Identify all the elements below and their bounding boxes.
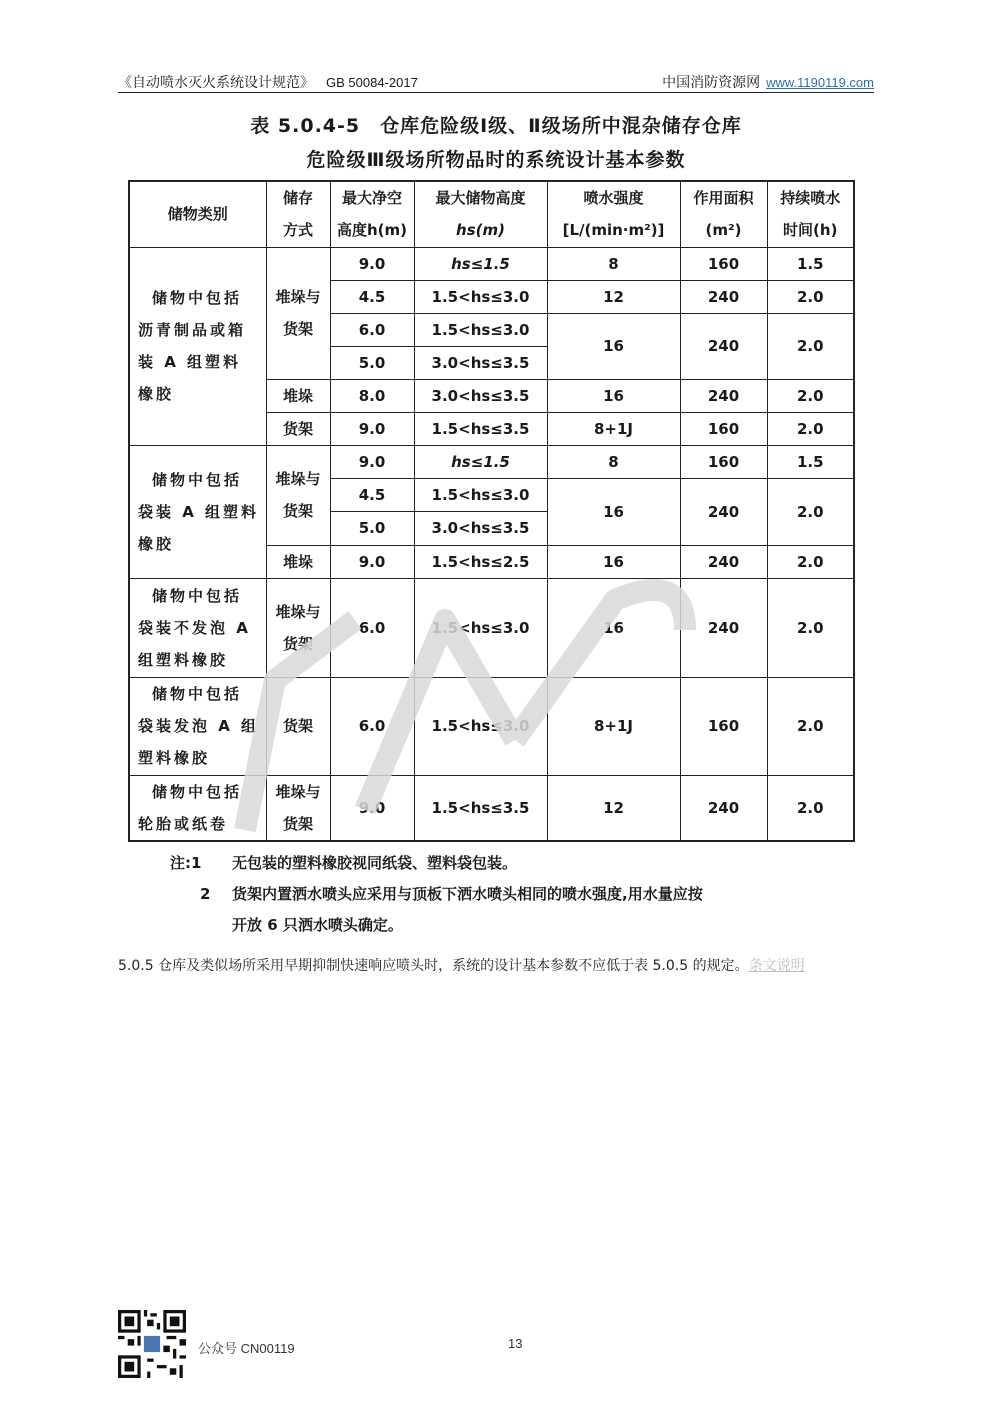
intensity-cell: 16	[547, 578, 680, 677]
category-cell: 储物中包括 袋装 A 组塑料 橡胶	[129, 445, 266, 578]
area-cell: 240	[680, 545, 767, 578]
category-cell: 储物中包括 沥青制品或箱 装 A 组塑料 橡胶	[129, 247, 266, 445]
h-cell: 6.0	[330, 313, 414, 346]
h-cell: 9.0	[330, 412, 414, 445]
area-cell: 240	[680, 775, 767, 841]
time-cell: 1.5	[767, 445, 854, 478]
qr-code-icon	[118, 1310, 186, 1378]
table-notes	[170, 848, 703, 941]
storage-cell: 堆垛与 货架	[266, 247, 330, 379]
time-cell: 2.0	[767, 313, 854, 379]
intensity-cell: 8	[547, 247, 680, 280]
col-header-category: 储物类别	[129, 181, 266, 247]
hs-cell: hs≤1.5	[414, 247, 547, 280]
time-cell: 2.0	[767, 775, 854, 841]
table-row	[129, 445, 854, 478]
intensity-cell: 8	[547, 445, 680, 478]
area-cell: 240	[680, 578, 767, 677]
hs-cell: 1.5<hs≤3.5	[414, 775, 547, 841]
h-cell: 4.5	[330, 478, 414, 511]
h-cell: 9.0	[330, 445, 414, 478]
h-cell: 9.0	[330, 247, 414, 280]
h-cell: 5.0	[330, 346, 414, 379]
intensity-cell: 8+1J	[547, 412, 680, 445]
intensity-cell: 12	[547, 280, 680, 313]
time-cell: 2.0	[767, 578, 854, 677]
table-row	[129, 247, 854, 280]
table-row	[129, 677, 854, 775]
page-header	[118, 72, 874, 93]
hs-cell: 1.5<hs≤3.0	[414, 677, 547, 775]
h-cell: 9.0	[330, 775, 414, 841]
storage-cell: 堆垛与 货架	[266, 775, 330, 841]
area-cell: 240	[680, 379, 767, 412]
storage-cell: 堆垛与 货架	[266, 445, 330, 545]
doc-code: GB 50084-2017	[326, 75, 418, 90]
time-cell: 2.0	[767, 280, 854, 313]
storage-cell: 堆垛与 货架	[266, 578, 330, 677]
intensity-cell: 12	[547, 775, 680, 841]
intensity-cell: 16	[547, 545, 680, 578]
clause-5-0-5	[118, 950, 878, 983]
note-2-cont: 开放 6 只洒水喷头确定。	[232, 916, 403, 934]
intensity-cell: 16	[547, 379, 680, 412]
table-header-row	[129, 181, 854, 247]
storage-cell: 货架	[266, 412, 330, 445]
clause-explanation-link[interactable]: 条文说明	[748, 959, 805, 974]
design-parameters-table	[128, 180, 855, 842]
hs-cell: hs≤1.5	[414, 445, 547, 478]
hs-cell: 3.0<hs≤3.5	[414, 346, 547, 379]
note-1: 注:1 无包装的塑料橡胶视同纸袋、塑料袋包装。	[170, 854, 518, 872]
area-cell: 160	[680, 247, 767, 280]
header-site	[662, 72, 874, 92]
area-cell: 160	[680, 412, 767, 445]
h-cell: 8.0	[330, 379, 414, 412]
category-cell: 储物中包括 轮胎或纸卷	[129, 775, 266, 841]
hs-cell: 1.5<hs≤3.0	[414, 478, 547, 511]
storage-cell: 货架	[266, 677, 330, 775]
table-title-line1: 表 5.0.4-5 仓库危险级Ⅰ级、Ⅱ级场所中混杂储存仓库	[250, 115, 742, 137]
time-cell: 2.0	[767, 545, 854, 578]
h-cell: 9.0	[330, 545, 414, 578]
table-row	[129, 775, 854, 841]
col-header-duration: 持续喷水 时间(h)	[767, 181, 854, 247]
hs-cell: 1.5<hs≤2.5	[414, 545, 547, 578]
category-cell: 储物中包括 袋装不发泡 A 组塑料橡胶	[129, 578, 266, 677]
page-number: 13	[508, 1336, 523, 1351]
time-cell: 2.0	[767, 379, 854, 412]
intensity-cell: 16	[547, 478, 680, 545]
hs-cell: 1.5<hs≤3.0	[414, 578, 547, 677]
h-cell: 5.0	[330, 511, 414, 545]
col-header-storage: 储存 方式	[266, 181, 330, 247]
h-cell: 6.0	[330, 677, 414, 775]
time-cell: 1.5	[767, 247, 854, 280]
area-cell: 160	[680, 445, 767, 478]
h-cell: 4.5	[330, 280, 414, 313]
area-cell: 160	[680, 677, 767, 775]
note-2: 2 货架内置洒水喷头应采用与顶板下洒水喷头相同的喷水强度,用水量应按	[200, 885, 703, 903]
doc-title: 《自动喷水灭火系统设计规范》	[118, 76, 314, 91]
area-cell: 240	[680, 313, 767, 379]
hs-cell: 3.0<hs≤3.5	[414, 511, 547, 545]
hs-cell: 1.5<hs≤3.0	[414, 313, 547, 346]
time-cell: 2.0	[767, 677, 854, 775]
hs-cell: 3.0<hs≤3.5	[414, 379, 547, 412]
col-header-intensity: 喷水强度 [L/(min·m²)]	[547, 181, 680, 247]
col-header-max-clearance: 最大净空 高度h(m)	[330, 181, 414, 247]
storage-cell: 堆垛	[266, 545, 330, 578]
table-title-line2: 危险级Ⅲ级场所物品时的系统设计基本参数	[306, 149, 686, 171]
col-header-area: 作用面积 (m²)	[680, 181, 767, 247]
site-name: 中国消防资源网	[662, 76, 761, 91]
area-cell: 240	[680, 280, 767, 313]
time-cell: 2.0	[767, 412, 854, 445]
site-url-link[interactable]: www.1190119.com	[766, 75, 874, 90]
intensity-cell: 16	[547, 313, 680, 379]
time-cell: 2.0	[767, 478, 854, 545]
header-doc-title	[118, 72, 418, 92]
wechat-account: 公众号 CN00119	[198, 1341, 295, 1356]
col-header-max-storage-height: 最大储物高度 hs(m)	[414, 181, 547, 247]
area-cell: 240	[680, 478, 767, 545]
clause-text: 5.0.5 仓库及类似场所采用早期抑制快速响应喷头时，系统的设计基本参数不应低于表 5.0.5 的规定。	[118, 958, 749, 974]
storage-cell: 堆垛	[266, 379, 330, 412]
intensity-cell: 8+1J	[547, 677, 680, 775]
category-cell: 储物中包括 袋装发泡 A 组 塑料橡胶	[129, 677, 266, 775]
table-row	[129, 578, 854, 677]
hs-cell: 1.5<hs≤3.5	[414, 412, 547, 445]
h-cell: 6.0	[330, 578, 414, 677]
hs-cell: 1.5<hs≤3.0	[414, 280, 547, 313]
